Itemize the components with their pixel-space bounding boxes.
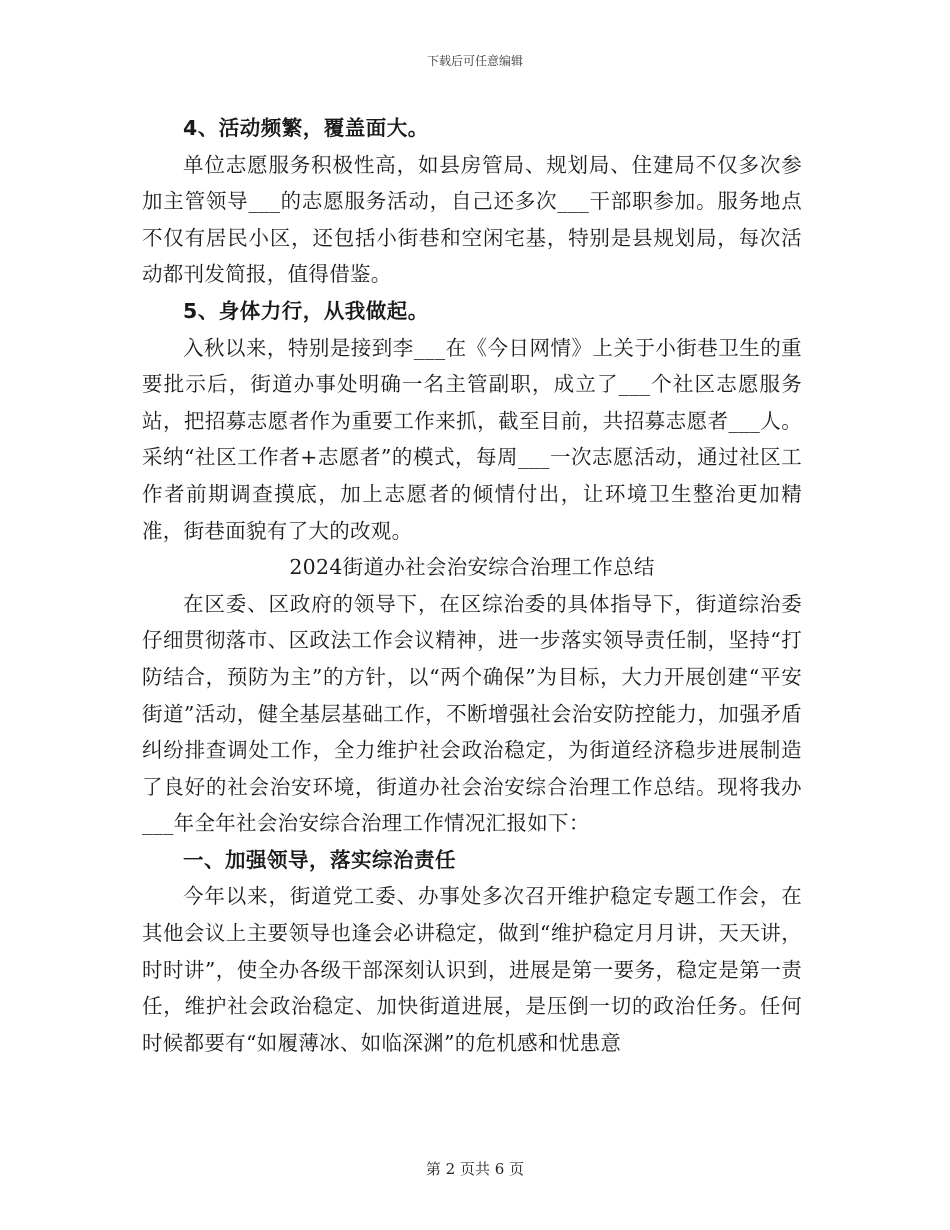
paragraph-1: 单位志愿服务积极性高，如县房管局、规划局、住建局不仅多次参加主管领导___的志愿服务活动，自己还多次___干部职参加。服务地点不仅有居民小区，还包括小街巷和空闲宅基，特别是县规划局，每次活动都刊发简报，值得借鉴。	[142, 152, 802, 287]
page-number: 第 2 页共 6 页	[425, 1160, 525, 1178]
page-header: 下载后可任意编辑	[426, 54, 523, 68]
section-heading-4: 4、活动频繁，覆盖面大。	[183, 116, 429, 140]
section-heading-one: 一、加强领导，落实综治责任	[183, 847, 456, 872]
paragraph-3: 在区委、区政府的领导下，在区综治委的具体指导下，街道综治委仔细贯彻落市、区政法工作会议精神，进一步落实领导责任制，坚持“打防结合，预防为主”的方针，以“两个确保”为目标，大力开展创建“平安街道”活动，健全基层基础工作，不断增强社会治安防控能力，加强矛盾纠纷排查调处工作，全力维护社会政治稳定，为街道经济稳步进展制造了良好的社会治安环境，街道办社会治安综合治理工作总结。现将我办___年全年社会治安综合治理工作情况汇报如下：	[142, 591, 802, 836]
paragraph-4: 今年以来，街道党工委、办事处多次召开维护稳定专题工作会，在其他会议上主要领导也逢会必讲稳定，做到“维护稳定月月讲，天天讲，时时讲”，使全办各级干部深刻认识到，进展是第一要务，稳定是第一责任，维护社会政治稳定、加快街道进展，是压倒一切的政治任务。任何时候都要有“如履薄冰、如临深渊”的危机感和忧患意	[142, 884, 802, 1055]
document-title: 2024街道办社会治安综合治理工作总结	[289, 555, 655, 580]
section-heading-5: 5、身体力行，从我做起。	[183, 298, 429, 323]
paragraph-2: 入秋以来，特别是接到李___在《今日网情》上关于小街巷卫生的重要批示后，街道办事处明确一名主管副职，成立了___个社区志愿服务站，把招募志愿者作为重要工作来抓，截至目前，共招募志愿者___人。采纳“社区工作者+志愿者”的模式，每周___一次志愿活动，通过社区工作者前期调查摸底，加上志愿者的倾情付出，让环境卫生整治更加精准，街巷面貌有了大的改观。	[142, 335, 802, 543]
document-body	[142, 110, 802, 1061]
